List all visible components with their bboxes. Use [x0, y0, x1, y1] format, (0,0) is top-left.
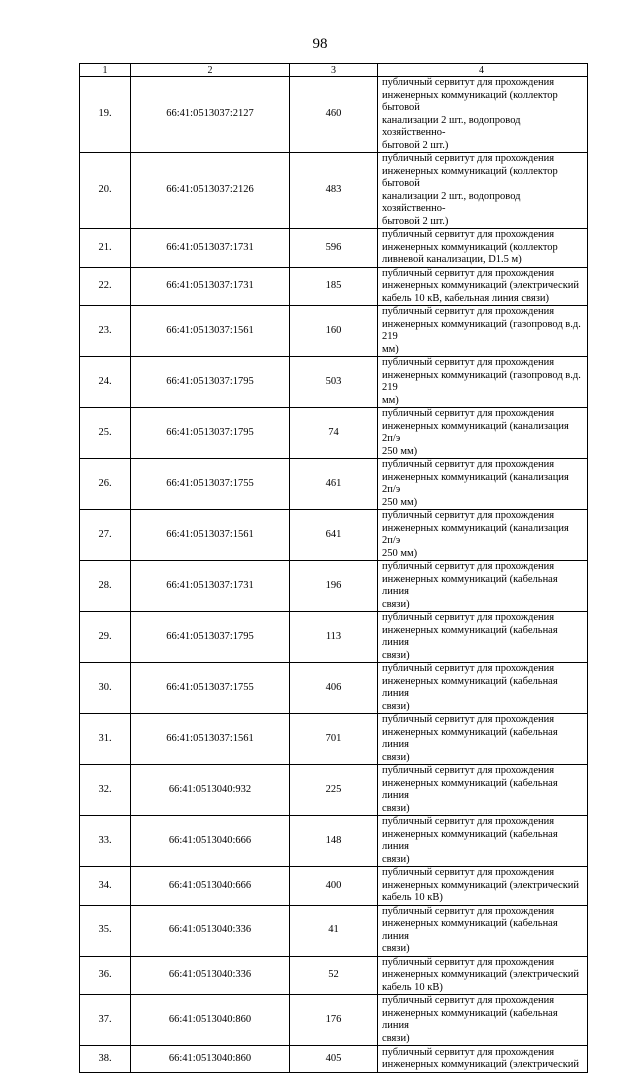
description-line: инженерных коммуникаций (канализация 2п/э: [382, 471, 569, 495]
table-row: [80, 956, 588, 995]
description-line: инженерных коммуникаций (электрический: [382, 969, 580, 980]
description-line: инженерных коммуникаций (кабельная линия: [382, 573, 558, 597]
table-row: [80, 77, 588, 153]
row-number-cell: 24.: [80, 357, 131, 408]
description-line: инженерных коммуникаций (коллектор бытовой: [382, 89, 558, 113]
table-row: [80, 765, 588, 816]
description-cell: [378, 956, 588, 995]
description-line: мм): [382, 394, 399, 406]
servitude-table: [79, 63, 588, 1073]
description-line: кабель 10 кВ): [382, 981, 443, 993]
area-cell: 701: [290, 714, 378, 765]
description-cell: [378, 229, 588, 268]
description-cell: [378, 510, 588, 561]
description-line: публичный сервитут для прохождения: [382, 663, 555, 674]
row-number-cell: 19.: [80, 77, 131, 153]
description-line: публичный сервитут для прохождения: [382, 816, 555, 827]
description-line: мм): [382, 343, 399, 355]
area-cell: 196: [290, 561, 378, 612]
description-cell: [378, 905, 588, 956]
description-line: публичный сервитут для прохождения: [382, 357, 555, 368]
cadastral-number-cell: 66:41:0513037:2126: [131, 153, 290, 229]
header-col-4: 4: [378, 64, 588, 77]
area-cell: 405: [290, 1046, 378, 1073]
cadastral-number-cell: 66:41:0513040:860: [131, 1046, 290, 1073]
row-number-cell: 26.: [80, 459, 131, 510]
cadastral-number-cell: 66:41:0513040:666: [131, 867, 290, 906]
cadastral-number-cell: 66:41:0513037:1731: [131, 561, 290, 612]
table-row: [80, 612, 588, 663]
table-row: [80, 995, 588, 1046]
area-cell: 176: [290, 995, 378, 1046]
description-line: инженерных коммуникаций (кабельная линия: [382, 777, 558, 801]
area-cell: 503: [290, 357, 378, 408]
row-number-cell: 27.: [80, 510, 131, 561]
cadastral-number-cell: 66:41:0513037:1561: [131, 306, 290, 357]
area-cell: 460: [290, 77, 378, 153]
row-number-cell: 30.: [80, 663, 131, 714]
row-number-cell: 37.: [80, 995, 131, 1046]
cadastral-number-cell: 66:41:0513040:336: [131, 956, 290, 995]
area-cell: 406: [290, 663, 378, 714]
cadastral-number-cell: 66:41:0513037:1795: [131, 612, 290, 663]
cadastral-number-cell: 66:41:0513037:1561: [131, 714, 290, 765]
description-line: бытовой 2 шт.): [382, 215, 449, 227]
row-number-cell: 29.: [80, 612, 131, 663]
row-number-cell: 23.: [80, 306, 131, 357]
description-cell: [378, 765, 588, 816]
description-line: канализации 2 шт., водопровод хозяйственно-: [382, 114, 521, 138]
table-row: [80, 459, 588, 510]
description-cell: [378, 867, 588, 906]
cadastral-number-cell: 66:41:0513040:666: [131, 816, 290, 867]
description-line: публичный сервитут для прохождения: [382, 153, 555, 164]
row-number-cell: 22.: [80, 267, 131, 306]
description-line: публичный сервитут для прохождения: [382, 561, 555, 572]
description-line: связи): [382, 853, 410, 865]
row-number-cell: 32.: [80, 765, 131, 816]
description-line: публичный сервитут для прохождения: [382, 510, 555, 521]
area-cell: 160: [290, 306, 378, 357]
table-row: [80, 816, 588, 867]
description-line: публичный сервитут для прохождения: [382, 229, 555, 240]
description-line: инженерных коммуникаций (кабельная линия: [382, 726, 558, 750]
area-cell: 461: [290, 459, 378, 510]
header-col-3: 3: [290, 64, 378, 77]
cadastral-number-cell: 66:41:0513040:932: [131, 765, 290, 816]
description-line: ливневой канализации, D1.5 м): [382, 254, 522, 265]
row-number-cell: 21.: [80, 229, 131, 268]
cadastral-number-cell: 66:41:0513037:1731: [131, 229, 290, 268]
description-line: инженерных коммуникаций (газопровод в.д. 219: [382, 318, 581, 342]
row-number-cell: 38.: [80, 1046, 131, 1073]
description-cell: [378, 77, 588, 153]
description-cell: [378, 714, 588, 765]
description-line: кабель 10 кВ): [382, 892, 443, 903]
description-cell: [378, 153, 588, 229]
row-number-cell: 35.: [80, 905, 131, 956]
description-cell: [378, 267, 588, 306]
description-line: связи): [382, 943, 410, 954]
description-line: публичный сервитут для прохождения: [382, 77, 555, 88]
table-row: [80, 1046, 588, 1073]
row-number-cell: 36.: [80, 956, 131, 995]
description-cell: [378, 612, 588, 663]
cadastral-number-cell: 66:41:0513037:1795: [131, 408, 290, 459]
description-cell: [378, 1046, 588, 1073]
cadastral-number-cell: 66:41:0513037:1755: [131, 663, 290, 714]
description-cell: [378, 663, 588, 714]
table-row: [80, 561, 588, 612]
description-cell: [378, 459, 588, 510]
description-line: инженерных коммуникаций (коллектор: [382, 241, 558, 253]
page-number: 98: [312, 36, 328, 52]
row-number-cell: 34.: [80, 867, 131, 906]
table-row: [80, 408, 588, 459]
row-number-cell: 31.: [80, 714, 131, 765]
description-line: инженерных коммуникаций (кабельная линия: [382, 1007, 558, 1031]
description-line: связи): [382, 700, 410, 712]
description-cell: [378, 357, 588, 408]
description-line: инженерных коммуникаций (электрический: [382, 1059, 580, 1070]
table-row: [80, 663, 588, 714]
table-header-row: [80, 64, 588, 77]
description-line: публичный сервитут для прохождения: [382, 765, 555, 776]
table-row: [80, 867, 588, 906]
table-row: [80, 229, 588, 268]
description-line: инженерных коммуникаций (кабельная линия: [382, 828, 558, 852]
area-cell: 52: [290, 956, 378, 995]
cadastral-number-cell: 66:41:0513037:1795: [131, 357, 290, 408]
description-line: публичный сервитут для прохождения: [382, 1046, 555, 1058]
description-line: публичный сервитут для прохождения: [382, 714, 555, 725]
description-line: публичный сервитут для прохождения: [382, 267, 555, 279]
description-line: публичный сервитут для прохождения: [382, 995, 555, 1006]
description-line: инженерных коммуникаций (канализация 2п/э: [382, 522, 569, 546]
description-line: связи): [382, 649, 410, 661]
description-line: 250 мм): [382, 547, 418, 559]
header-col-1: 1: [80, 64, 131, 77]
description-line: публичный сервитут для прохождения: [382, 867, 555, 878]
description-line: инженерных коммуникаций (канализация 2п/э: [382, 420, 569, 444]
area-cell: 225: [290, 765, 378, 816]
cadastral-number-cell: 66:41:0513037:2127: [131, 77, 290, 153]
description-line: инженерных коммуникаций (кабельная линия: [382, 918, 558, 942]
cadastral-number-cell: 66:41:0513040:860: [131, 995, 290, 1046]
table-row: [80, 714, 588, 765]
description-line: связи): [382, 751, 410, 763]
description-line: кабель 10 кВ, кабельная линия связи): [382, 292, 549, 304]
table-row: [80, 510, 588, 561]
area-cell: 596: [290, 229, 378, 268]
description-line: связи): [382, 802, 410, 814]
description-line: публичный сервитут для прохождения: [382, 956, 555, 968]
area-cell: 74: [290, 408, 378, 459]
description-cell: [378, 995, 588, 1046]
row-number-cell: 28.: [80, 561, 131, 612]
description-line: публичный сервитут для прохождения: [382, 408, 555, 419]
description-line: публичный сервитут для прохождения: [382, 905, 555, 917]
description-line: 250 мм): [382, 496, 418, 508]
description-line: публичный сервитут для прохождения: [382, 306, 555, 317]
description-line: инженерных коммуникаций (электрический: [382, 280, 580, 291]
row-number-cell: 33.: [80, 816, 131, 867]
row-number-cell: 25.: [80, 408, 131, 459]
area-cell: 148: [290, 816, 378, 867]
cadastral-number-cell: 66:41:0513037:1755: [131, 459, 290, 510]
description-line: инженерных коммуникаций (электрический: [382, 879, 580, 891]
table-row: [80, 306, 588, 357]
description-line: публичный сервитут для прохождения: [382, 459, 555, 470]
description-line: бытовой 2 шт.): [382, 139, 449, 151]
description-line: инженерных коммуникаций (кабельная линия: [382, 675, 558, 699]
header-col-2: 2: [131, 64, 290, 77]
description-line: инженерных коммуникаций (газопровод в.д. 219: [382, 369, 581, 393]
table-row: [80, 905, 588, 956]
description-line: связи): [382, 1032, 410, 1044]
cadastral-number-cell: 66:41:0513040:336: [131, 905, 290, 956]
description-line: публичный сервитут для прохождения: [382, 612, 555, 623]
row-number-cell: 20.: [80, 153, 131, 229]
area-cell: 185: [290, 267, 378, 306]
description-cell: [378, 561, 588, 612]
area-cell: 483: [290, 153, 378, 229]
area-cell: 41: [290, 905, 378, 956]
table-row: [80, 357, 588, 408]
description-cell: [378, 408, 588, 459]
description-cell: [378, 306, 588, 357]
area-cell: 113: [290, 612, 378, 663]
area-cell: 641: [290, 510, 378, 561]
description-line: инженерных коммуникаций (кабельная линия: [382, 624, 558, 648]
table-row: [80, 153, 588, 229]
description-line: связи): [382, 598, 410, 610]
description-line: инженерных коммуникаций (коллектор бытовой: [382, 165, 558, 189]
cadastral-number-cell: 66:41:0513037:1561: [131, 510, 290, 561]
description-line: канализации 2 шт., водопровод хозяйственно-: [382, 190, 521, 214]
table-row: [80, 267, 588, 306]
description-line: 250 мм): [382, 445, 418, 457]
cadastral-number-cell: 66:41:0513037:1731: [131, 267, 290, 306]
description-cell: [378, 816, 588, 867]
area-cell: 400: [290, 867, 378, 906]
table-body: [80, 64, 588, 1073]
